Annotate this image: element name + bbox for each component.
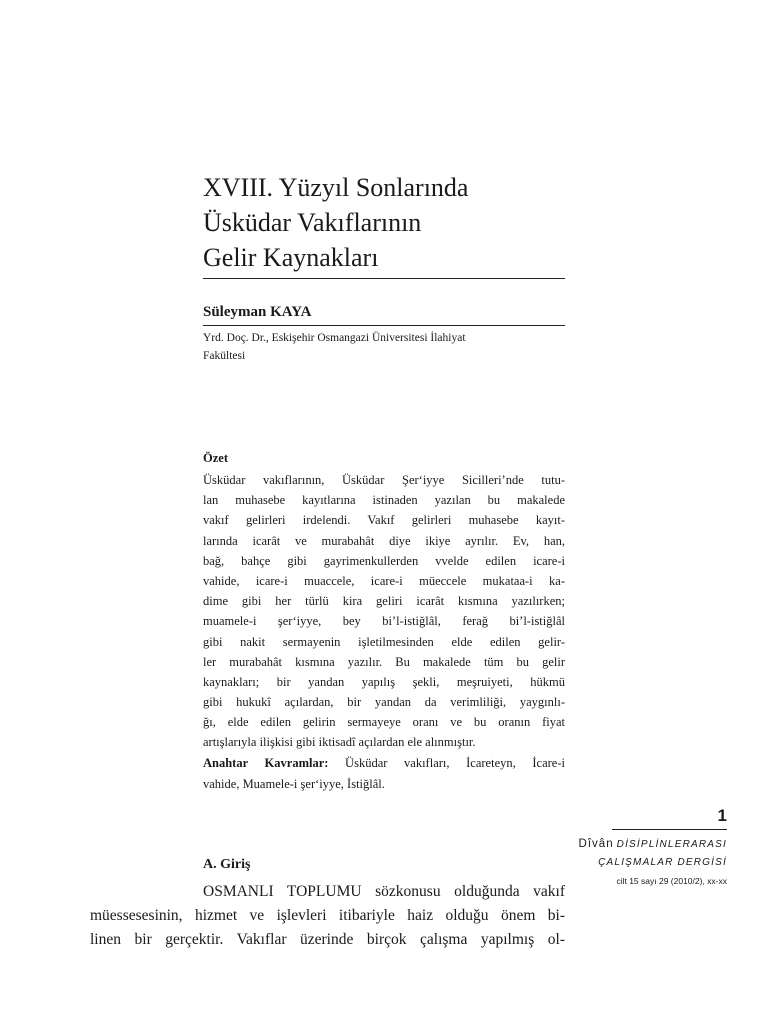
abstract-heading: Özet — [203, 451, 228, 465]
body-line: linen bir gerçektir. Vakıflar üzerinde birçok çalışma yapılmış ol- — [90, 931, 565, 948]
author-divider — [203, 325, 565, 326]
author-name: Süleyman KAYA — [203, 304, 312, 320]
journal-citation: cilt 15 sayı 29 (2010/2), xx-xx — [616, 876, 727, 886]
abstract-line: larında icarât ve murabahât diye ikiye ayrılır. Ev, han, — [203, 533, 565, 548]
keywords-line — [203, 753, 565, 774]
abstract-line: ler murabahât kısmına yazılır. Bu makalede tüm bu gelir — [203, 654, 565, 669]
keywords-line: vahide, Muamele-i şer‘iyye, İstiğlâl. — [203, 777, 385, 791]
keywords — [203, 753, 565, 795]
abstract-line: dime gibi her türlü kira geliri icarât kısmına yazılırken; — [203, 594, 565, 609]
title-line: Üsküdar Vakıflarının — [203, 208, 422, 237]
abstract-line: muamele-i şer‘iyye, bey bi’l-istiğlâl, ferağ bi’l-istiğlâl — [203, 614, 565, 629]
author-affiliation — [203, 329, 565, 365]
abstract-line: lan muhasebe kayıtlarına istinaden yazılan bu makalede — [203, 493, 565, 508]
abstract-line: ğı, elde edilen gelirin sermayeye oranı ve bu oranın fiyat — [203, 715, 565, 730]
journal-subtitle: DİSİPLİNLERARASI — [616, 839, 727, 850]
journal-subtitle: ÇALIŞMALAR DERGİSİ — [598, 857, 727, 868]
affiliation-line: Yrd. Doç. Dr., Eskişehir Osmangazi Üniversitesi İlahiyat — [203, 332, 466, 344]
abstract-line: artışlarıyla ilişkisi gibi iktisadî açılardan ele alınmıştır. — [203, 735, 476, 750]
body-line: müessesesinin, hizmet ve işlevleri itibariyle haiz olduğu önem bi- — [90, 907, 565, 924]
article-title — [203, 170, 565, 275]
abstract-line: gibi hukukî açılardan, bir yandan da verimliliği, yaygınlı- — [203, 695, 565, 710]
journal-divider — [612, 829, 727, 830]
body-text — [90, 880, 565, 952]
body-line: OSMANLI TOPLUMU sözkonusu olduğunda vakıf — [203, 883, 565, 900]
title-line: Gelir Kaynakları — [203, 243, 379, 272]
abstract-line: bağ, bahçe gibi gayrimenkullerden vvelde edilen icare-i — [203, 553, 565, 568]
journal-name: Dîvân — [578, 838, 614, 850]
abstract-line: kaynakları; bir yandan yapılış şekli, meşruiyeti, hükmü — [203, 674, 565, 689]
affiliation-line: Fakültesi — [203, 350, 246, 362]
abstract-line: Üsküdar vakıflarının, Üsküdar Şer‘iyye Sicilleri’nde tutu- — [203, 473, 565, 487]
keywords-label: Anahtar Kavramlar: — [203, 756, 329, 770]
abstract-line: vakıf gelirleri irdelendi. Vakıf gelirleri muhasebe kayıt- — [203, 513, 565, 528]
abstract-body — [203, 470, 565, 753]
page-number: 1 — [717, 806, 727, 825]
journal-info — [579, 835, 727, 890]
keywords-text: Üsküdar vakıfları, İcareteyn, İcare-i — [328, 756, 565, 770]
abstract-line: vahide, icare-i muaccele, icare-i müeccele mukataa-i ka- — [203, 573, 565, 588]
section-heading: A. Giriş — [203, 857, 251, 872]
title-line: XVIII. Yüzyıl Sonlarında — [203, 173, 469, 202]
abstract-line: gibi nakit sermayenin işletilmesinden elde edilen gelir- — [203, 634, 565, 649]
title-divider — [203, 278, 565, 279]
